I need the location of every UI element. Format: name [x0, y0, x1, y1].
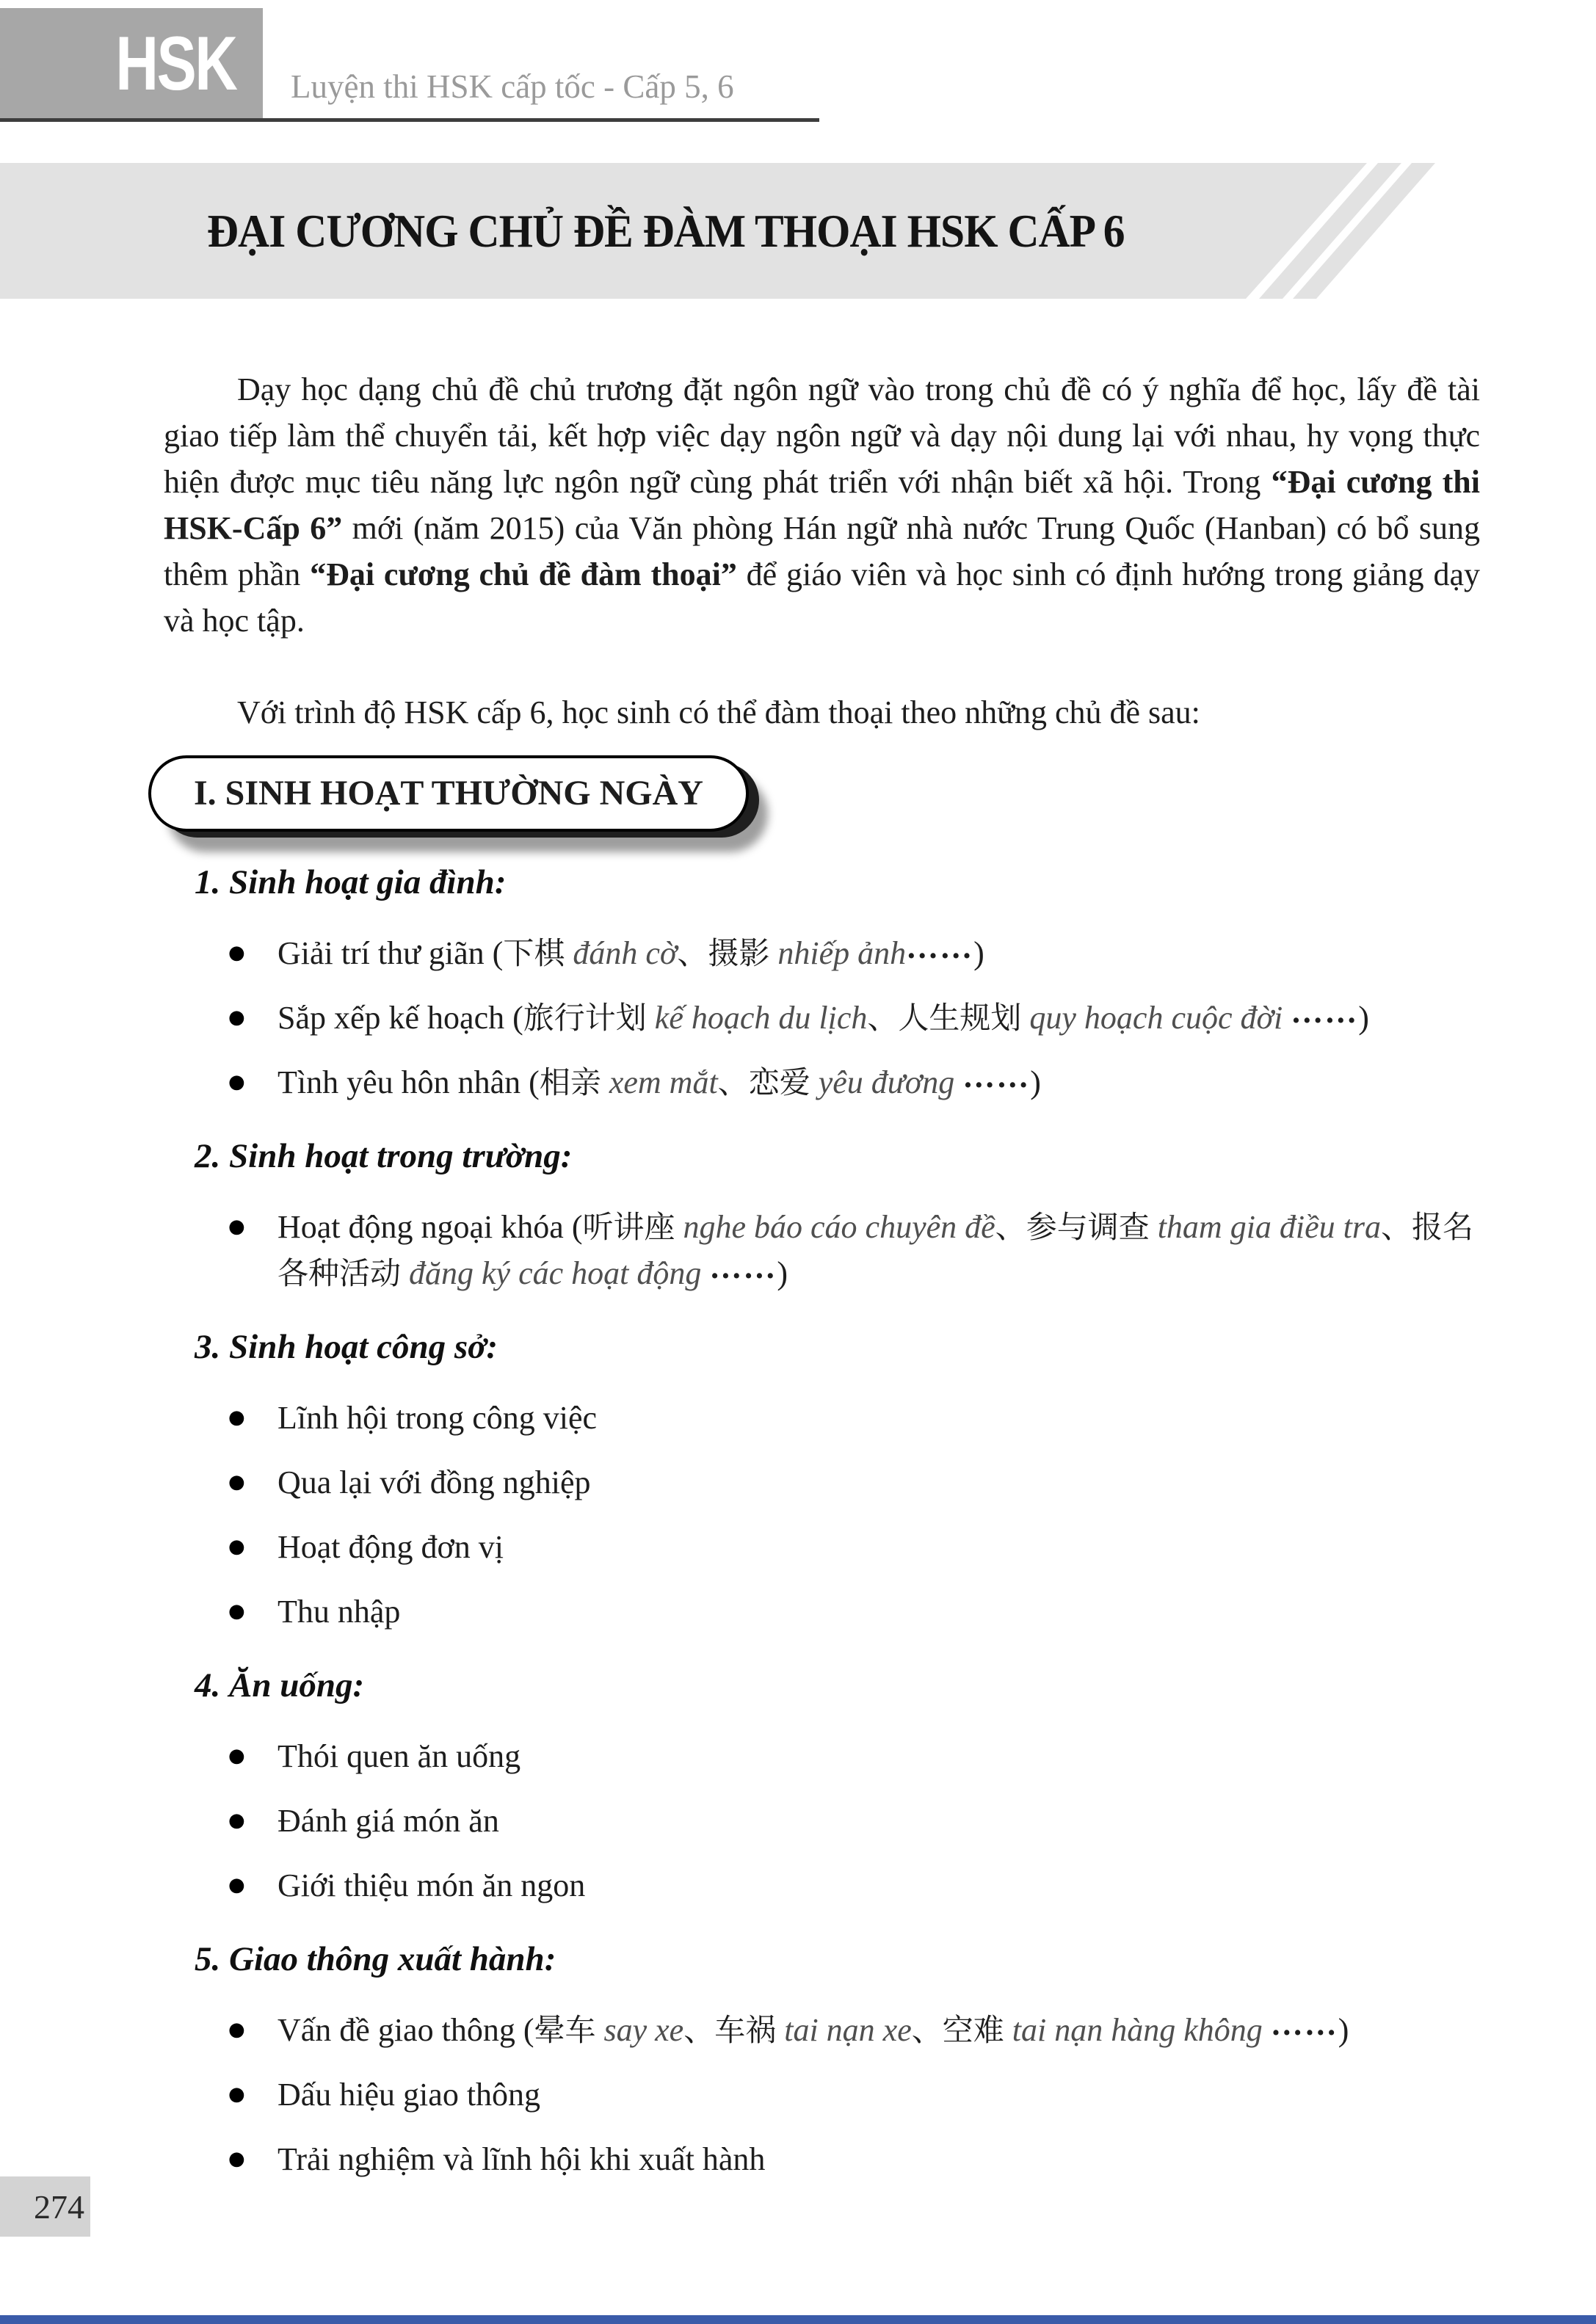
text-segment: 、 [1381, 1209, 1412, 1245]
text-segment: Vấn đề giao thông ( [278, 2012, 534, 2048]
page-content [164, 299, 1480, 2201]
text-segment: 、 [717, 1064, 749, 1100]
section-heading-text: I. SINH HOẠT THƯỜNG NGÀY [194, 774, 703, 813]
text-segment: Tình yêu hôn nhân ( [278, 1064, 540, 1100]
bottom-accent-bar [0, 2315, 1596, 2324]
topic-item [164, 2071, 1480, 2118]
topic-item [164, 1733, 1480, 1779]
bullet-icon: ● [228, 1071, 245, 1093]
text-segment: …… [962, 1058, 1031, 1095]
text-segment: nghe báo cáo chuyên đề [675, 1209, 995, 1245]
text-segment: 人生规划 [898, 1000, 1022, 1036]
bullet-icon: ● [228, 2148, 245, 2170]
chapter-banner [0, 163, 1596, 299]
text-segment: 、 [867, 1000, 899, 1036]
bullet-icon: ● [228, 1006, 245, 1028]
text-segment: kế hoạch du lịch [646, 1000, 868, 1036]
text-segment: Hoạt động đơn vị [278, 1529, 504, 1565]
topic-item [164, 1524, 1480, 1570]
text-segment: tai nạn xe [776, 2012, 912, 2048]
topic-item [164, 1059, 1480, 1105]
topic-items [164, 2007, 1480, 2182]
header-subtitle: Luyện thi HSK cấp tốc - Cấp 5, 6 [291, 68, 734, 105]
topic-items [164, 1395, 1480, 1635]
bullet-icon: ● [228, 1406, 245, 1428]
topic-item [164, 2136, 1480, 2182]
text-segment: 晕车 [534, 2012, 596, 2048]
text-segment: 、 [677, 935, 708, 971]
topic-item [164, 1798, 1480, 1844]
text-segment: …… [906, 929, 974, 966]
text-segment: Qua lại với đồng nghiệp [278, 1464, 591, 1500]
text-segment: Trải nghiệm và lĩnh hội khi xuất hành [278, 2141, 766, 2177]
bullet-icon: ● [228, 2019, 245, 2041]
text-segment: xem mắt [601, 1064, 718, 1100]
text-segment: ) [1030, 1064, 1041, 1100]
bullet-icon: ● [228, 1216, 245, 1238]
topic-items [164, 1733, 1480, 1909]
text-segment: …… [1291, 994, 1359, 1031]
text-segment: Giới thiệu món ăn ngon [278, 1867, 586, 1903]
topic-item [164, 1204, 1480, 1296]
topic-heading: 3. Sinh hoạt công sở: [195, 1328, 498, 1366]
topic-items [164, 1204, 1480, 1296]
topic-item [164, 1588, 1480, 1635]
text-segment: 旅行计划 [523, 1000, 647, 1036]
text-segment: 、 [683, 2012, 715, 2048]
text-segment: Thu nhập [278, 1594, 401, 1630]
text-segment: Dấu hiệu giao thông [278, 2077, 541, 2113]
topic-items [164, 930, 1480, 1105]
text-segment: 摄影 [708, 935, 770, 971]
page-number-box [0, 2176, 90, 2237]
bullet-icon: ● [228, 1745, 245, 1767]
text-segment: ) [973, 935, 984, 971]
topic-heading: 5. Giao thông xuất hành: [195, 1940, 556, 1978]
text-segment: ) [777, 1255, 788, 1291]
text-segment: 、 [911, 2012, 943, 2048]
text-segment: 参与调查 [1026, 1209, 1150, 1245]
text-segment: tham gia điều tra [1149, 1209, 1382, 1245]
topic-heading: 2. Sinh hoạt trong trường: [195, 1137, 573, 1175]
hsk-logo-text: HSK [115, 21, 236, 106]
topic-heading: 1. Sinh hoạt gia đình: [195, 863, 507, 901]
text-segment: Hoạt động ngoại khóa ( [278, 1209, 583, 1245]
text-segment: 恋爱 [748, 1064, 810, 1100]
text-segment: tai nạn hàng không [1004, 2012, 1271, 2048]
header-rule [0, 118, 819, 122]
text-segment: “Đại cương chủ đề đàm thoại” [310, 556, 737, 592]
text-segment: đánh cờ [565, 935, 678, 971]
text-segment: Sắp xếp kế hoạch ( [278, 1000, 523, 1036]
text-segment: …… [1270, 2006, 1338, 2043]
text-segment: Dạy học dạng chủ đề chủ trương đặt ngôn ngữ vào trong chủ đề có ý nghĩa để học, lấy đề tài giao tiếp làm thể chuyển tải, kết hợp việc dạy ngôn ngữ và dạy nội dung lại với nhau, hy vọng thực hiện được mục tiêu năng lực ngôn ngữ cùng phát triển với nhận biết xã hội. Trong [164, 371, 1480, 500]
text-segment: Lĩnh hội trong công việc [278, 1400, 598, 1436]
bullet-icon: ● [228, 1471, 245, 1493]
bullet-icon: ● [228, 1600, 245, 1622]
topic-item [164, 2007, 1480, 2053]
hsk-logo-box [0, 8, 263, 120]
text-segment: 空难 [942, 2012, 1004, 2048]
intro-paragraph [164, 366, 1480, 644]
intro-lead-sentence: Với trình độ HSK cấp 6, học sinh có thể đàm thoại theo những chủ đề sau: [237, 694, 1200, 730]
text-segment: nhiếp ảnh [769, 935, 907, 971]
text-segment: Đánh giá món ăn [278, 1803, 499, 1839]
chapter-title-text: ĐẠI CƯƠNG CHỦ ĐỀ ĐÀM THOẠI HSK CẤP 6 [207, 204, 1125, 257]
text-segment: quy hoạch cuộc đời [1021, 1000, 1291, 1036]
text-segment: yêu đương [810, 1064, 963, 1100]
bullet-icon: ● [228, 2083, 245, 2105]
text-segment: say xe [595, 2012, 684, 2048]
bullet-icon: ● [228, 1874, 245, 1896]
section-heading-pill [148, 755, 749, 832]
topic-item [164, 1862, 1480, 1909]
text-segment: 车祸 [714, 2012, 777, 2048]
bullet-icon: ● [228, 1536, 245, 1558]
text-segment: 、 [995, 1209, 1026, 1245]
topic-item [164, 995, 1480, 1041]
text-segment: “Đại cương thi HSK-Cấp 6” [164, 464, 1480, 546]
text-segment: để giáo viên và học sinh có định hướng trong giảng dạy và học tập. [164, 556, 1480, 639]
text-segment: ) [1338, 2012, 1349, 2048]
bullet-icon: ● [228, 1809, 245, 1831]
text-segment: mới (năm 2015) của Văn phòng Hán ngữ nhà nước Trung Quốc (Hanban) có bổ sung thêm phần [164, 510, 1480, 592]
topic-item [164, 930, 1480, 976]
topic-item [164, 1395, 1480, 1441]
text-segment: ) [1358, 1000, 1369, 1036]
bullet-icon: ● [228, 942, 245, 964]
page-number: 274 [34, 2187, 84, 2226]
text-segment: …… [709, 1249, 777, 1286]
text-segment: 报名各种活动 [278, 1209, 1474, 1291]
topic-item [164, 1459, 1480, 1506]
text-segment: 相亲 [539, 1064, 601, 1100]
text-segment: đăng ký các hoạt động [401, 1255, 710, 1291]
topic-heading: 4. Ăn uống: [195, 1666, 365, 1704]
text-segment: Thói quen ăn uống [278, 1738, 521, 1774]
chapter-title [207, 163, 1194, 299]
text-segment: 下棋 [503, 935, 565, 971]
text-segment: 听讲座 [582, 1209, 675, 1245]
topics-list [164, 863, 1480, 2182]
text-segment: Giải trí thư giãn ( [278, 935, 504, 971]
